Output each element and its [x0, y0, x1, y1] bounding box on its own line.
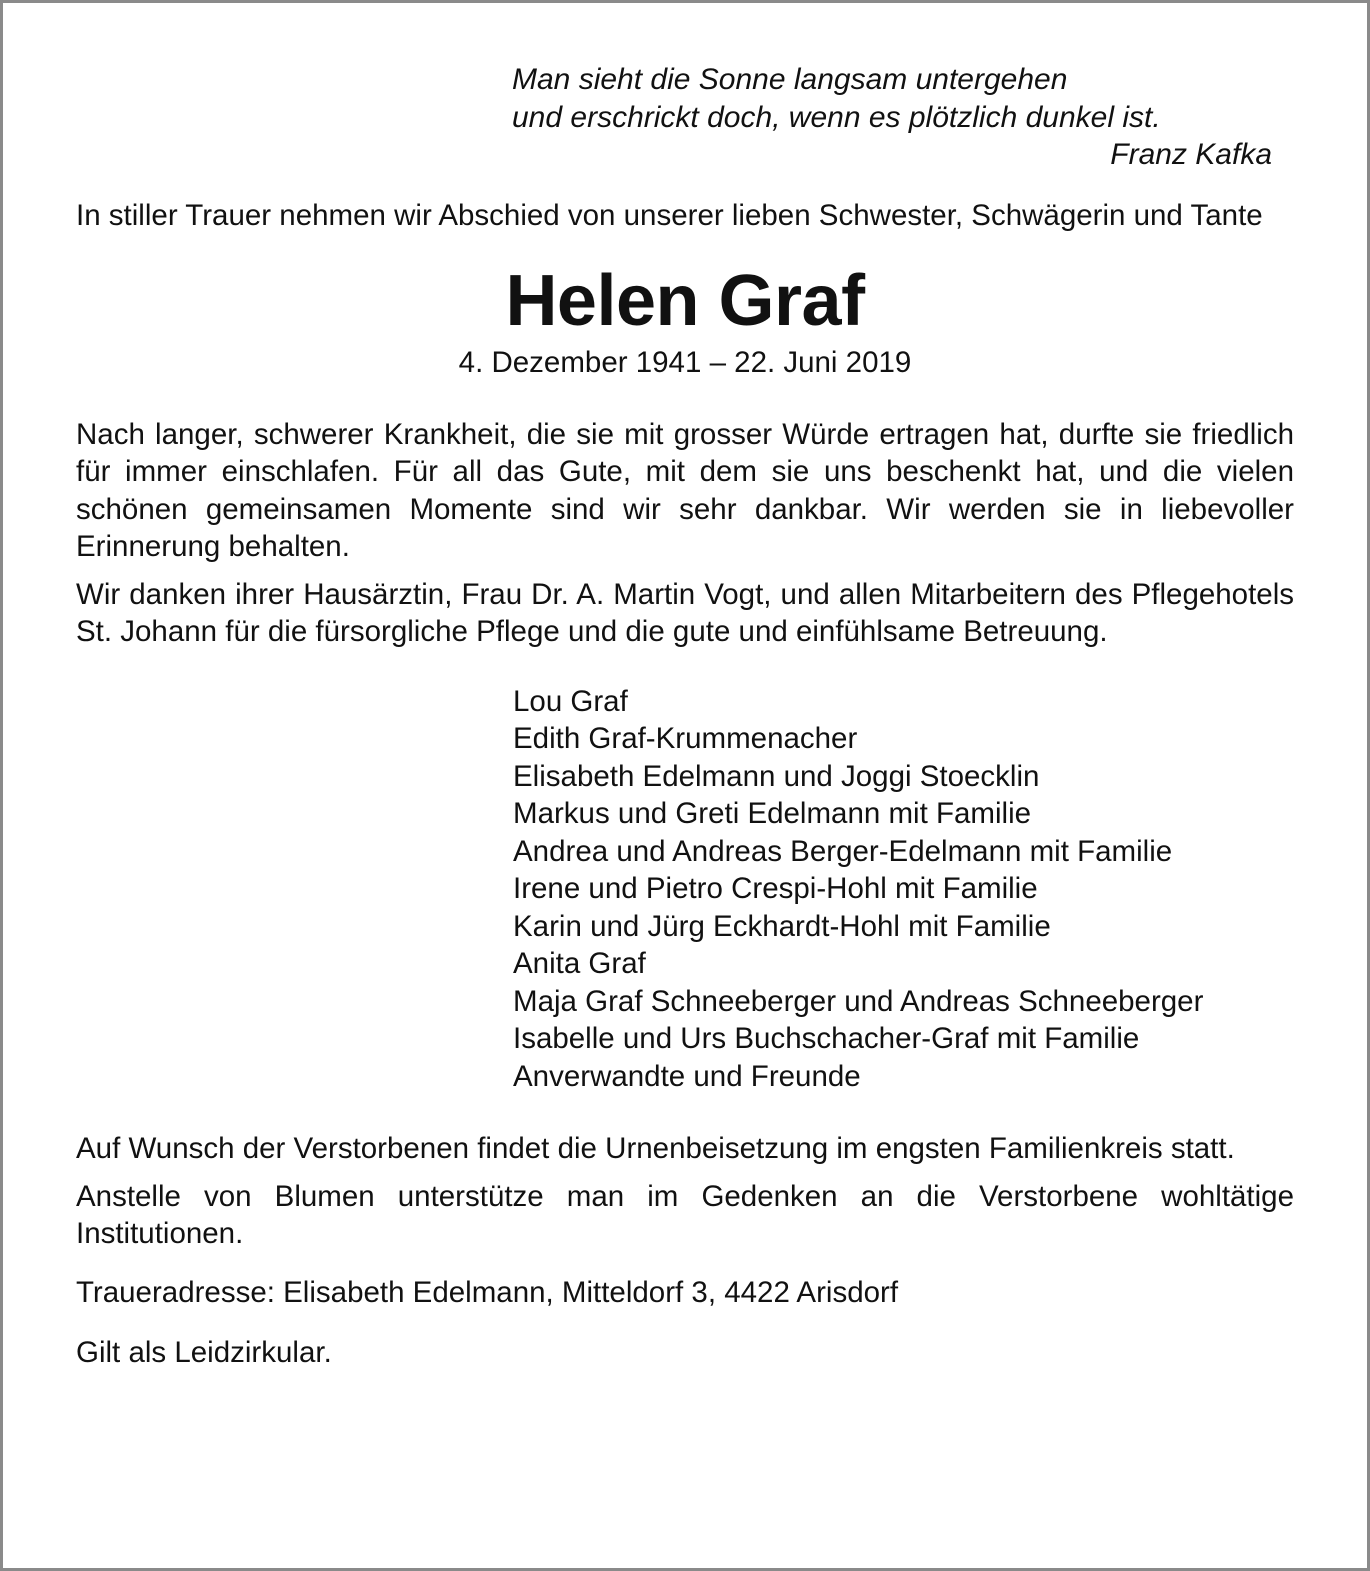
signatory: Edith Graf-Krummenacher: [513, 722, 858, 755]
quote-line-2: und erschrickt doch, wenn es plötzlich dunkel ist.: [512, 100, 1161, 134]
signatory: Elisabeth Edelmann und Joggi Stoecklin: [513, 759, 1040, 793]
kafka-quote: [512, 61, 1272, 174]
quote-line-1: Man sieht die Sonne langsam untergehen: [512, 63, 1068, 96]
signatory: Lou Graf: [513, 684, 628, 718]
signatory: Isabelle und Urs Buchschacher-Graf mit Familie: [513, 1022, 1140, 1055]
flowers-note: Anstelle von Blumen unterstütze man im Gedenken an die Verstorbene wohltätige Institutionen.: [76, 1179, 1294, 1250]
signatory: Maja Graf Schneeberger und Andreas Schneeberger: [513, 984, 1204, 1018]
funeral-note: Auf Wunsch der Verstorbenen findet die Urnenbeisetzung im engsten Familienkreis statt.: [76, 1132, 1235, 1165]
circular-note: Gilt als Leidzirkular.: [76, 1336, 332, 1369]
signatory: Karin und Jürg Eckhardt-Hohl mit Familie: [513, 909, 1051, 943]
thanks-paragraph: Wir danken ihrer Hausärztin, Frau Dr. A. Martin Vogt, und allen Mitarbeitern des Pflegehotels St. Johann für die fürsorgliche Pflege und die gute und einfühlsame Betreuung.: [76, 577, 1294, 648]
quote-author: Franz Kafka: [1110, 138, 1272, 171]
signatory: Markus und Greti Edelmann mit Familie: [513, 797, 1032, 830]
mourning-address: Traueradresse: Elisabeth Edelmann, Mitteldorf 3, 4422 Arisdorf: [76, 1275, 899, 1309]
farewell-paragraph: Nach langer, schwerer Krankheit, die sie mit grosser Würde ertragen hat, durfte sie friedlich für immer einschlafen. Für all das Gute, mit dem sie uns beschenkt hat, und die vielen schönen gemeinsamen Momente sind wir sehr dankbar. Wir werden sie in liebevoller Erinnerung behalten.: [76, 417, 1294, 563]
signatory: Irene und Pietro Crespi-Hohl mit Familie: [513, 872, 1038, 905]
signatory: Andrea und Andreas Berger-Edelmann mit Familie: [513, 834, 1173, 868]
signatories-list: [513, 683, 1294, 1096]
obituary-content: [76, 61, 1294, 1372]
deceased-name: Helen Graf: [505, 261, 865, 341]
intro-text: In stiller Trauer nehmen wir Abschied von unserer lieben Schwester, Schwägerin und Tante: [76, 198, 1263, 232]
signatory: Anverwandte und Freunde: [513, 1059, 861, 1093]
life-dates: 4. Dezember 1941 – 22. Juni 2019: [458, 346, 912, 379]
signatory: Anita Graf: [513, 947, 646, 980]
